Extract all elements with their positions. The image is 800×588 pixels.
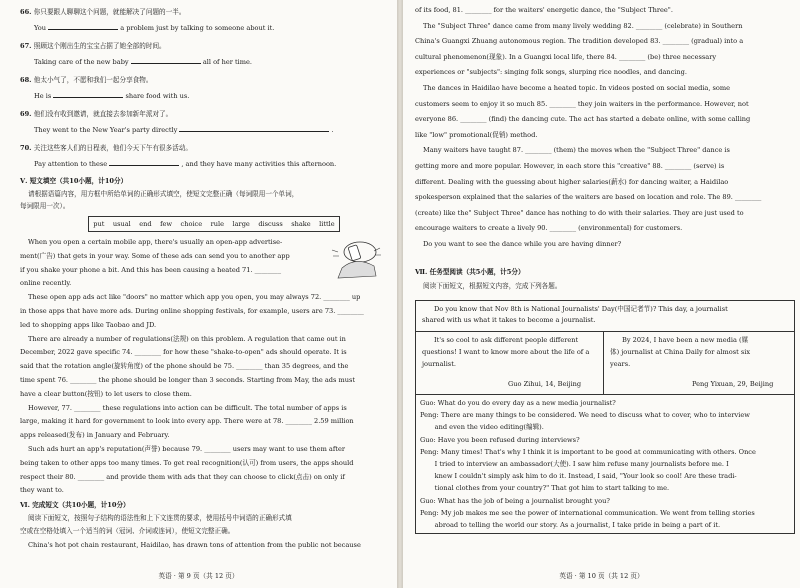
passage-line: These open app ads act like "doors" no matter which app you open, you may always 72. ________ up [28,293,361,302]
peng-signature: Peng Yixuan, 29, Beijing [692,380,774,388]
quote-line: It's so cool to ask different people different [434,336,579,344]
passage-line: in those apps that have more ads. During online shopping festivals, for example, users are 73. ________ [20,307,364,315]
english-prefix: Pay attention to these [34,160,110,168]
quote-line: journalist. [422,360,456,368]
guo-signature: Guo Zihui, 14, Beijing [508,380,582,388]
passage-line: led to shopping apps like Taobao and JD. [20,320,157,329]
answer-blank[interactable] [48,23,118,30]
word-bank-item: usual [112,220,131,228]
english-suffix: share food with us. [123,92,190,100]
translation-cn [20,8,185,17]
passage-line: everyone 86. ________ (find) the dancing cute. The act has started a debate online, with some calling [415,115,751,124]
english-prefix: You [34,24,49,32]
phone-shaking-illustration [328,238,388,280]
quote-line: By 2024, I have been a new media (媒 [622,336,749,344]
answer-blank[interactable] [131,57,201,64]
word-bank-item: discuss [258,220,283,228]
word-bank-item: put [93,220,105,228]
translation-cn [20,110,172,119]
passage-line: ment(广告) that gets in your way. Some of these ads can send you to another app [20,251,290,260]
dialogue-line: I tried to interview an ambassador(大使). I saw him refuse many journalists before me. I [420,460,729,468]
section-5-instruction-2: 每词限用一次）。 [20,202,70,210]
english-suffix: all of her time. [200,58,253,66]
intro-line-1: Do you know that Nov 8th is National Journalists' Day(中国记者节)? This day, a journalist [434,305,728,313]
page-footer-right: 英语 · 第 10 页（共 12 页） [559,572,644,580]
dialogue-line: abroad to telling the world our story. As a journalist, I take pride in being a part of it. [420,521,721,529]
word-bank-item: end [139,220,152,228]
passage-line: The dances in Haidilao have become a heated topic. In videos posted on social media, some [423,84,731,92]
chinese-sentence: 他们没有收到邀请，就直接去参加新年派对了。 [33,110,173,118]
section-7-instruction: 阅读下面短文，根据短文内容，完成下列各题。 [423,282,562,290]
english-suffix: a problem just by talking to someone about it. [118,24,275,32]
passage-line: There are already a number of regulations(法规) on this problem. A regulation that came out in [28,334,346,343]
passage-line: large, making it hard for government to look into every app. There were at 78. ________ 2.59 million [20,417,354,426]
section-6-heading: Ⅵ. 完成短文（共10小题，计10分） [20,501,130,509]
word-bank-item: rule [210,220,225,228]
word-bank [88,216,340,232]
answer-blank[interactable] [53,91,123,98]
passage-line: China's Guangxi Zhuang autonomous region. The tradition developed 83. ________ (gradual) into a [415,37,744,46]
quotes-row [416,332,794,395]
passage-line: getting more and more popular. However, in each store this "creative" 88. ________ (serve) is [415,162,725,170]
translation-en [34,57,252,67]
passage-line: encourage waiters to create a lively 90. ________ (environmental) for customers. [415,224,683,233]
section-7-heading: Ⅶ. 任务型阅读（共5小题，计5分） [415,268,525,276]
passage-line: of its food, 81. ________ for the waiters' energetic dance, the "Subject Three". [415,6,673,14]
passage-line: different. Dealing with the guessing about higher salaries(薪水) for dancing waiter, a Haidilao [415,177,729,186]
passage-line: December, 2022 gave specific 74. ________ for how these "shake-to-open" ads should operate. It is [20,348,347,357]
english-prefix: They went to the New Year's party directly [34,126,180,134]
task-reading-box [415,300,795,534]
question-number: 70. [20,144,34,152]
intro-line-2: shared with us what it takes to become a journalist. [422,316,596,324]
passage-line: Many waiters have taught 87. ________ (them) the moves when the "Subject Three" dance is [423,146,730,155]
intro-row [416,301,794,332]
dialogue-line: Peng: Many times! That's why I think it is important to be good at communicating with others. Once [420,447,756,456]
english-prefix: Taking care of the new baby [34,58,131,66]
passage-line: experiences or "subjects": singing folk songs, slurping rice noodles, and dancing. [415,68,687,77]
passage-line: Such ads hurt an app's reputation(声誉) because 79. ________ users may want to use them after [28,445,345,453]
translation-cn [20,144,192,153]
passage-line: (create) like the" Subject Three" dance has nothing to do with their salaries. They are just used to [415,208,744,217]
english-suffix: . [329,126,334,134]
chinese-sentence: 照顾这个刚出生的宝宝占据了她全部的时间。 [33,42,166,50]
chinese-sentence: 你只要跟人聊聊这个问题，就能解决了问题的一半。 [33,8,186,16]
question-number: 66. [20,8,34,16]
passage-line: apps released(发布) in January and February. [20,431,170,440]
answer-blank[interactable] [179,125,329,132]
dialogue-line: Peng: There are many things to be considered. We need to discuss what to cover, who to interview [420,411,750,420]
word-bank-item: few [160,220,173,228]
passage-line: Do you want to see the dance while you are having dinner? [423,240,622,248]
dialogue-row [416,395,794,533]
passage-line: like "low" promotional(促销) method. [415,130,538,139]
section-5-heading: Ⅴ. 短文填空（共10小题，计10分） [20,177,128,185]
translation-cn [20,76,152,85]
passage-line: customers seem to enjoy it so much 85. ________ they join waiters in the performance. However, not [415,99,749,108]
question-number: 68. [20,76,34,84]
quote-line: 体) journalist at China Daily for almost six [610,348,751,356]
passage-line: if you shake your phone a bit. And this has been causing a heated 71. ________ [20,265,282,274]
page-10 [403,0,800,588]
chinese-sentence: 他太小气了，不愿和我们一起分享食物。 [33,76,153,84]
dialogue-line: Guo: What has the job of being a journalist brought you? [420,496,610,505]
english-suffix: , and they have many activities this afternoon. [179,160,337,168]
dialogue-line: Guo: What do you do every day as a new media journalist? [420,399,616,407]
dialogue-line: and even the video editing(编辑). [420,423,544,432]
question-number: 67. [20,42,34,50]
passage-line: online recently. [20,279,72,288]
translation-en [34,125,334,135]
translation-en [34,159,336,169]
translation-cn [20,42,166,51]
word-bank-item: choice [180,220,203,228]
translation-en [34,91,189,101]
page-9 [0,0,397,588]
passage-line: time spent 76. ________ the phone should be longer than 3 seconds. Starting from May, the ads must [20,376,356,384]
section-6-instruction-2: 空或在空格处填入一个适当的词（冠词、介词或连词），使短文完整正确。 [20,527,235,535]
passage-line: However, 77. ________ these regulations into action can be difficult. The total number of apps is [28,403,347,412]
dialogue-line: knew I couldn't simply ask him to do it. Instead, I said, "Your look so cool! Are these tradi- [420,472,737,481]
dialogue-line: Peng: My job makes me see the power of international communication. We went from telling stories [420,508,755,517]
quote-line: questions! I want to know more about the life of a [422,348,590,356]
section-5-instruction: 请根据语篇内容，用方框中所给单词的正确形式填空，使短文完整正确（每词限用一个单词， [28,190,299,198]
passage-line: cultural phenomenon(现象). In a Guangxi local life, there 84. ________ (be) three necessary [415,52,717,61]
dialogue-line: tional clothes from your country?" That got him to start talking to me. [420,484,670,493]
word-bank-item: large [232,220,250,228]
answer-blank[interactable] [109,159,179,166]
translation-en [34,23,274,33]
section-6-first-line: China's hot pot chain restaurant, Haidilao, has drawn tons of attention from the public not because [28,541,361,549]
chinese-sentence: 关注这些客人们的日程表，他们今天下午有很多活动。 [33,144,193,152]
passage-line: have a clear button(按钮) to let users to close them. [20,389,192,398]
english-prefix: He is [34,92,54,100]
page-footer-left: 英语 · 第 9 页（共 12 页） [158,572,239,580]
dialogue-line: Guo: Have you been refused during interviews? [420,435,580,444]
passage-line: they want to. [20,486,64,495]
passage-line: The "Subject Three" dance came from many lively wedding 82. ________ (celebrate) in Southern [423,21,743,30]
passage-line: spokesperson explained that the salaries of the waiters are based on location and role. The 89. ________ [415,193,762,202]
word-bank-item: little [319,220,335,228]
word-bank-item: shake [291,220,311,228]
quote-line: years. [610,360,631,368]
section-6-instruction: 阅读下面短文，按照句子结构的语法性和上下文连贯的要求，使用括号中词语的正确形式填 [28,514,292,522]
passage-line: When you open a certain mobile app, there's usually an open-app advertise- [28,238,283,246]
passage-line: said that the rotation angle(旋转角度) of the phone should be 75. ________ than 35 degrees, and the [20,362,349,371]
passage-line: being taken to other apps too many times. To get real recognition(认可) from users, the apps should [20,458,354,467]
question-number: 69. [20,110,34,118]
passage-line: respect their 80. ________ and provide them with ads that they can choose to click(点击) on only if [20,472,345,481]
